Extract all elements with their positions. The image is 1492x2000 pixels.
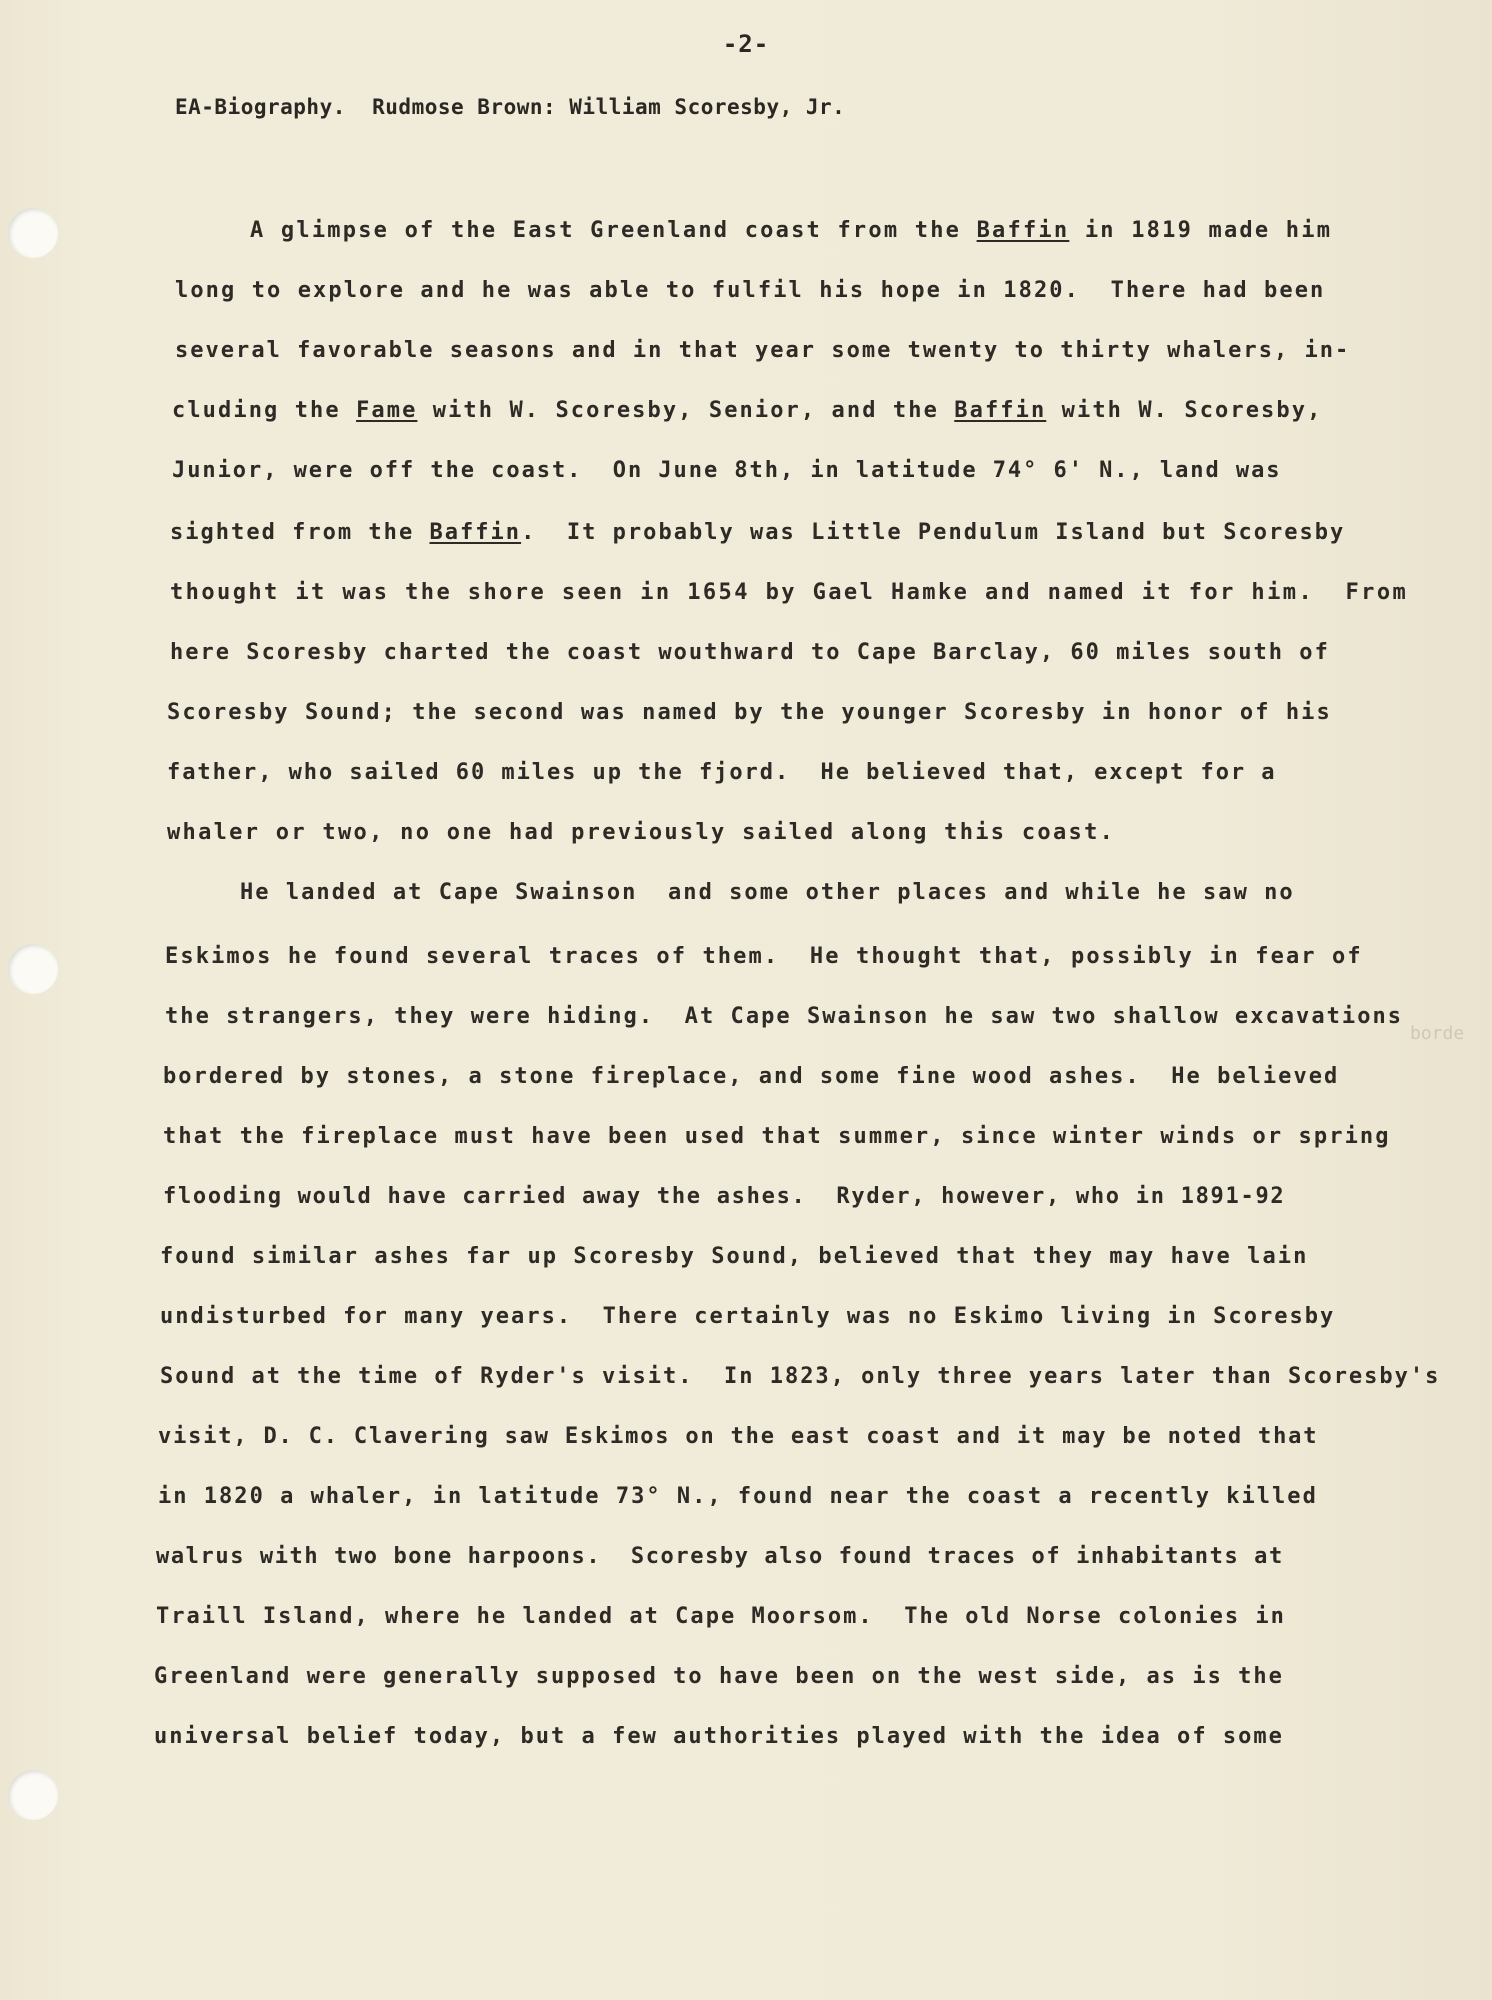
text-segment: Junior, were off the coast. On June 8th, in latitude 74° 6' N., land was xyxy=(172,458,1282,483)
text-line xyxy=(175,278,1325,303)
text-line xyxy=(170,640,1330,665)
text-line xyxy=(240,880,1295,905)
text-line xyxy=(156,1544,1284,1569)
punch-hole xyxy=(8,1770,58,1820)
text-segment: with W. Scoresby, xyxy=(1046,398,1323,423)
text-line xyxy=(163,1064,1339,1089)
text-segment: He landed at Cape Swainson and some other places and while he saw no xyxy=(240,880,1295,905)
text-segment: undisturbed for many years. There certainly was no Eskimo living in Scoresby xyxy=(160,1304,1336,1329)
underlined-ship-name: Baffin xyxy=(429,520,522,545)
punch-hole xyxy=(8,208,58,258)
text-line xyxy=(154,1664,1284,1689)
text-segment: here Scoresby charted the coast wouthward to Cape Barclay, 60 miles south of xyxy=(170,640,1330,665)
text-segment: Traill Island, where he landed at Cape Moorsom. The old Norse colonies in xyxy=(156,1604,1286,1629)
text-line xyxy=(167,700,1332,725)
text-line xyxy=(172,398,1322,423)
text-segment: found similar ashes far up Scoresby Sound, believed that they may have lain xyxy=(160,1244,1309,1269)
text-segment: visit, D. C. Clavering saw Eskimos on the east coast and it may be noted that xyxy=(158,1424,1319,1449)
text-segment: in 1820 a whaler, in latitude 73° N., found near the coast a recently killed xyxy=(158,1484,1318,1509)
text-line xyxy=(175,338,1350,363)
text-segment: Eskimos he found several traces of them. He thought that, possibly in fear of xyxy=(165,944,1363,969)
text-line xyxy=(154,1724,1284,1749)
text-line xyxy=(167,760,1277,785)
text-line xyxy=(250,218,1332,243)
text-segment: long to explore and he was able to fulfil his hope in 1820. There had been xyxy=(175,278,1326,303)
text-segment: thought it was the shore seen in 1654 by Gael Hamke and named it for him. From xyxy=(170,580,1409,605)
text-line xyxy=(165,1004,1403,1029)
text-segment: with W. Scoresby, Senior, and the xyxy=(417,398,955,423)
underlined-ship-name: Baffin xyxy=(976,218,1070,243)
document-header: EA-Biography. Rudmose Brown: William Scoresby, Jr. xyxy=(175,95,846,119)
text-segment: several favorable seasons and in that year some twenty to thirty whalers, in- xyxy=(175,338,1351,363)
text-segment: bordered by stones, a stone fireplace, and some fine wood ashes. He believed xyxy=(163,1064,1340,1089)
text-segment: universal belief today, but a few authorities played with the idea of some xyxy=(154,1724,1284,1749)
text-segment: father, who sailed 60 miles up the fjord. He believed that, except for a xyxy=(167,760,1277,785)
text-segment: A glimpse of the East Greenland coast from the xyxy=(250,218,977,243)
text-segment: Greenland were generally supposed to have been on the west side, as is the xyxy=(154,1664,1284,1689)
text-line xyxy=(156,1604,1286,1629)
text-segment: . It probably was Little Pendulum Island but Scoresby xyxy=(521,520,1346,545)
text-line xyxy=(165,944,1363,969)
text-segment: sighted from the xyxy=(170,520,430,545)
text-line xyxy=(160,1304,1335,1329)
text-line xyxy=(170,580,1408,605)
text-line xyxy=(170,520,1345,545)
page-number: -2- xyxy=(722,30,770,58)
text-segment: that the fireplace must have been used that summer, since winter winds or spring xyxy=(163,1124,1391,1149)
text-segment: Scoresby Sound; the second was named by the younger Scoresby in honor of his xyxy=(167,700,1332,725)
text-segment: flooding would have carried away the ashes. Ryder, however, who in 1891-92 xyxy=(163,1184,1286,1209)
text-line xyxy=(172,458,1282,483)
punch-hole xyxy=(8,944,58,994)
text-line xyxy=(158,1484,1318,1509)
text-line xyxy=(160,1364,1440,1389)
text-segment: Sound at the time of Ryder's visit. In 1823, only three years later than Scoresby's xyxy=(160,1364,1441,1389)
bleed-through-text: borde xyxy=(1410,1023,1465,1044)
text-line xyxy=(163,1124,1391,1149)
text-segment: walrus with two bone harpoons. Scoresby also found traces of inhabitants at xyxy=(156,1544,1284,1569)
text-segment: in 1819 made him xyxy=(1069,218,1333,243)
underlined-ship-name: Fame xyxy=(356,398,418,423)
text-line xyxy=(167,820,1115,845)
text-line xyxy=(160,1244,1308,1269)
text-segment: whaler or two, no one had previously sailed along this coast. xyxy=(167,820,1116,845)
text-line xyxy=(163,1184,1285,1209)
text-segment: cluding the xyxy=(172,398,357,423)
text-line xyxy=(158,1424,1318,1449)
underlined-ship-name: Baffin xyxy=(954,398,1047,423)
text-segment: the strangers, they were hiding. At Cape Swainson he saw two shallow excavations xyxy=(165,1004,1404,1029)
